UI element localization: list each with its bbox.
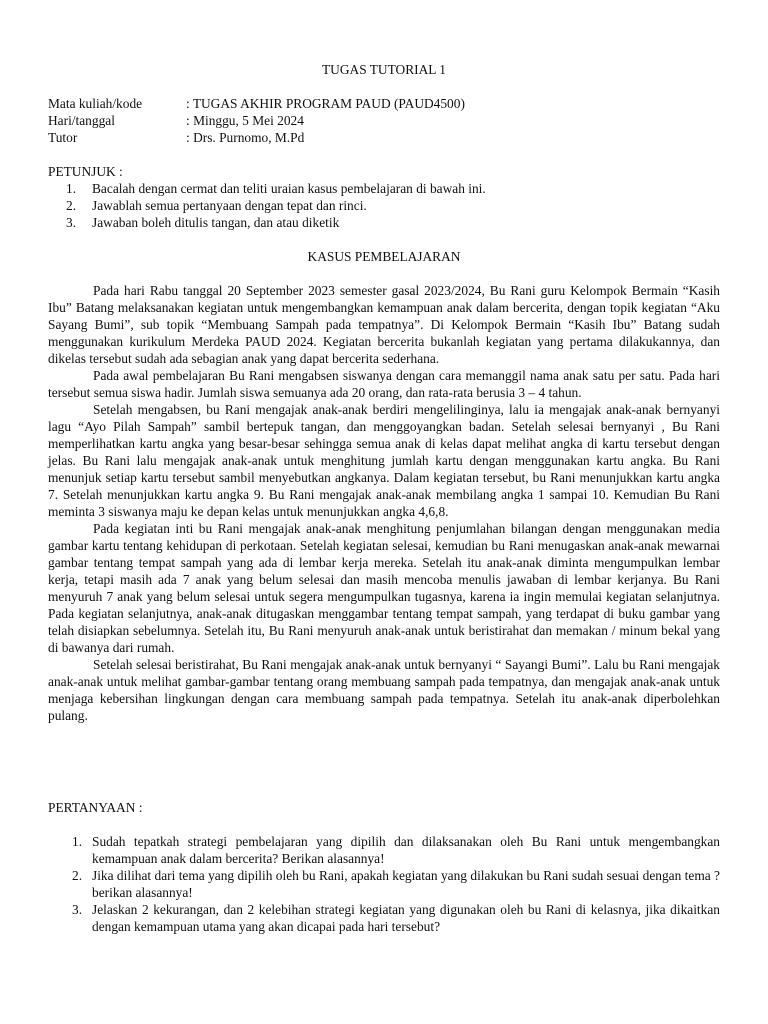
instructions-list <box>48 180 728 231</box>
tutor-value: : Drs. Purnomo, M.Pd <box>186 130 305 145</box>
instruction-item <box>48 197 728 214</box>
question-number: 3. <box>72 902 83 917</box>
instructions-heading: PETUNJUK : <box>48 164 123 179</box>
question-number: 1. <box>72 834 83 849</box>
course-info-row <box>48 129 728 146</box>
case-paragraph: Pada awal pembelajaran Bu Rani mengabsen siswanya dengan cara memanggil nama anak satu per satu. Pada hari tersebut semua siswa hadir. Jumlah siswa semuanya ada 20 orang, dan rata-rata berusia 3 – 4 tahun. <box>48 368 720 400</box>
instruction-text: Bacalah dengan cermat dan teliti uraian kasus pembelajaran di bawah ini. <box>92 181 486 196</box>
instruction-text: Jawablah semua pertanyaan dengan tepat dan rinci. <box>92 198 367 213</box>
questions-heading: PERTANYAAN : <box>48 800 143 815</box>
case-paragraph: Pada kegiatan inti bu Rani mengajak anak-anak menghitung penjumlahan bilangan dengan menggunakan media gambar kartu tentang kehidupan di perkotaan. Setelah kegiatan selesai, kemudian bu Rani menugaskan anak-anak mewarnai gambar tentang tempat sampah yang ada di lembar kerja mereka. Setelah itu anak-anak diminta mengumpulkan lembar kerja, tetapi masih ada 7 anak yang belum selesai dan masih mencoba menulis jawaban di lembar kerjanya. Bu Rani menyuruh 7 anak yang belum selesai untuk segera mengumpulkan tugasnya, karena ia ingin memulai kegiatan selanjutnya. Pada kegiatan selanjutnya, anak-anak ditugaskan menggambar tentang tempat sampah, yang terdapat di buku gambar yang telah disiapkan sebelumnya. Setelah itu, Bu Rani menyuruh anak-anak untuk beristirahat dan memakan / minum bekal yang di bawanya dari rumah. <box>48 521 720 655</box>
course-code-label: Mata kuliah/kode <box>48 96 143 111</box>
course-info <box>48 95 728 146</box>
question-text: Jika dilihat dari tema yang dipilih oleh bu Rani, apakah kegiatan yang dilakukan bu Rani sudah sesuai dengan tema ? berikan alasannya! <box>92 868 720 900</box>
question-item <box>48 833 720 867</box>
document-title: TUGAS TUTORIAL 1 <box>322 62 446 77</box>
instruction-item <box>48 180 728 197</box>
case-paragraph: Setelah selesai beristirahat, Bu Rani mengajak anak-anak untuk bernyanyi “ Sayangi Bumi”. Lalu bu Rani mengajak anak-anak untuk melihat gambar-gambar tentang orang membuang sampah pada tempatnya, dan mengajak anak-anak untuk menjaga kebersihan lingkungan dengan cara membuang sampah pada tempatnya. Setelah itu anak-anak diperbolehkan pulang. <box>48 657 720 723</box>
course-code-value: : TUGAS AKHIR PROGRAM PAUD (PAUD4500) <box>186 96 465 111</box>
course-info-row <box>48 95 728 112</box>
course-info-row <box>48 112 728 129</box>
case-paragraph: Setelah mengabsen, bu Rani mengajak anak-anak berdiri mengelilinginya, lalu ia mengajak anak-anak bernyanyi lagu “Ayo Pilah Sampah” sambil bertepuk tangan, dan menggoyangkan badan. Setelah selesai bernyanyi , Bu Rani memperlihatkan kartu angka yang besar-besar sehingga semua anak di kelas dapat melihat angka di kartu tersebut dengan jelas. Bu Rani lalu mengajak anak-anak untuk menghitung jumlah kartu dengan menggunakan kartu angka. Bu Rani menunjuk setiap kartu tersebut sambil menyebutkan angkanya. Dalam kegiatan tersebut, bu Rani menunjukkan kartu angka 7. Setelah menunjukkan kartu angka 9. Bu Rani mengajak anak-anak membilang angka 1 sampai 10. Kemudian Bu Rani meminta 3 siswanya maju ke depan kelas untuk menunjukkan angka 4,6,8. <box>48 402 720 519</box>
date-label: Hari/tanggal <box>48 113 115 128</box>
instruction-number: 2. <box>66 198 77 213</box>
tutor-label: Tutor <box>48 130 78 145</box>
date-value: : Minggu, 5 Mei 2024 <box>186 113 304 128</box>
instruction-number: 1. <box>66 181 77 196</box>
instruction-text: Jawaban boleh ditulis tangan, dan atau diketik <box>92 215 340 230</box>
question-item <box>48 901 720 935</box>
case-study-text <box>48 282 720 724</box>
question-text: Sudah tepatkah strategi pembelajaran yang dipilih dan dilaksanakan oleh Bu Rani untuk mengembangkan kemampuan anak dalam bercerita? Berikan alasannya! <box>92 834 720 866</box>
question-number: 2. <box>72 868 83 883</box>
question-text: Jelaskan 2 kekurangan, dan 2 kelebihan strategi kegiatan yang digunakan oleh bu Rani di kelasnya, jika dikaitkan dengan kemampuan utama yang akan dicapai pada hari tersebut? <box>92 902 720 934</box>
instruction-number: 3. <box>66 215 77 230</box>
instruction-item <box>48 214 728 231</box>
question-item <box>48 867 720 901</box>
questions-list <box>48 833 720 935</box>
case-paragraph: Pada hari Rabu tanggal 20 September 2023 semester gasal 2023/2024, Bu Rani guru Kelompok Bermain “Kasih Ibu” Batang melaksanakan kegiatan untuk mengembangkan kemampuan anak dalam bercerita, dengan topik kegiatan “Aku Sayang Bumi”, sub topik “Membuang Sampah pada tempatnya”. Di Kelompok Bermain “Kasih Ibu” Batang sudah menggunakan kurikulum Merdeka PAUD 2024. Kegiatan bercerita bukanlah kegiatan yang pertama dilakukannya, dan dikelas tersebut sudah ada sebagian anak yang dapat bercerita sederhana. <box>48 283 720 366</box>
case-heading: KASUS PEMBELAJARAN <box>307 249 461 264</box>
